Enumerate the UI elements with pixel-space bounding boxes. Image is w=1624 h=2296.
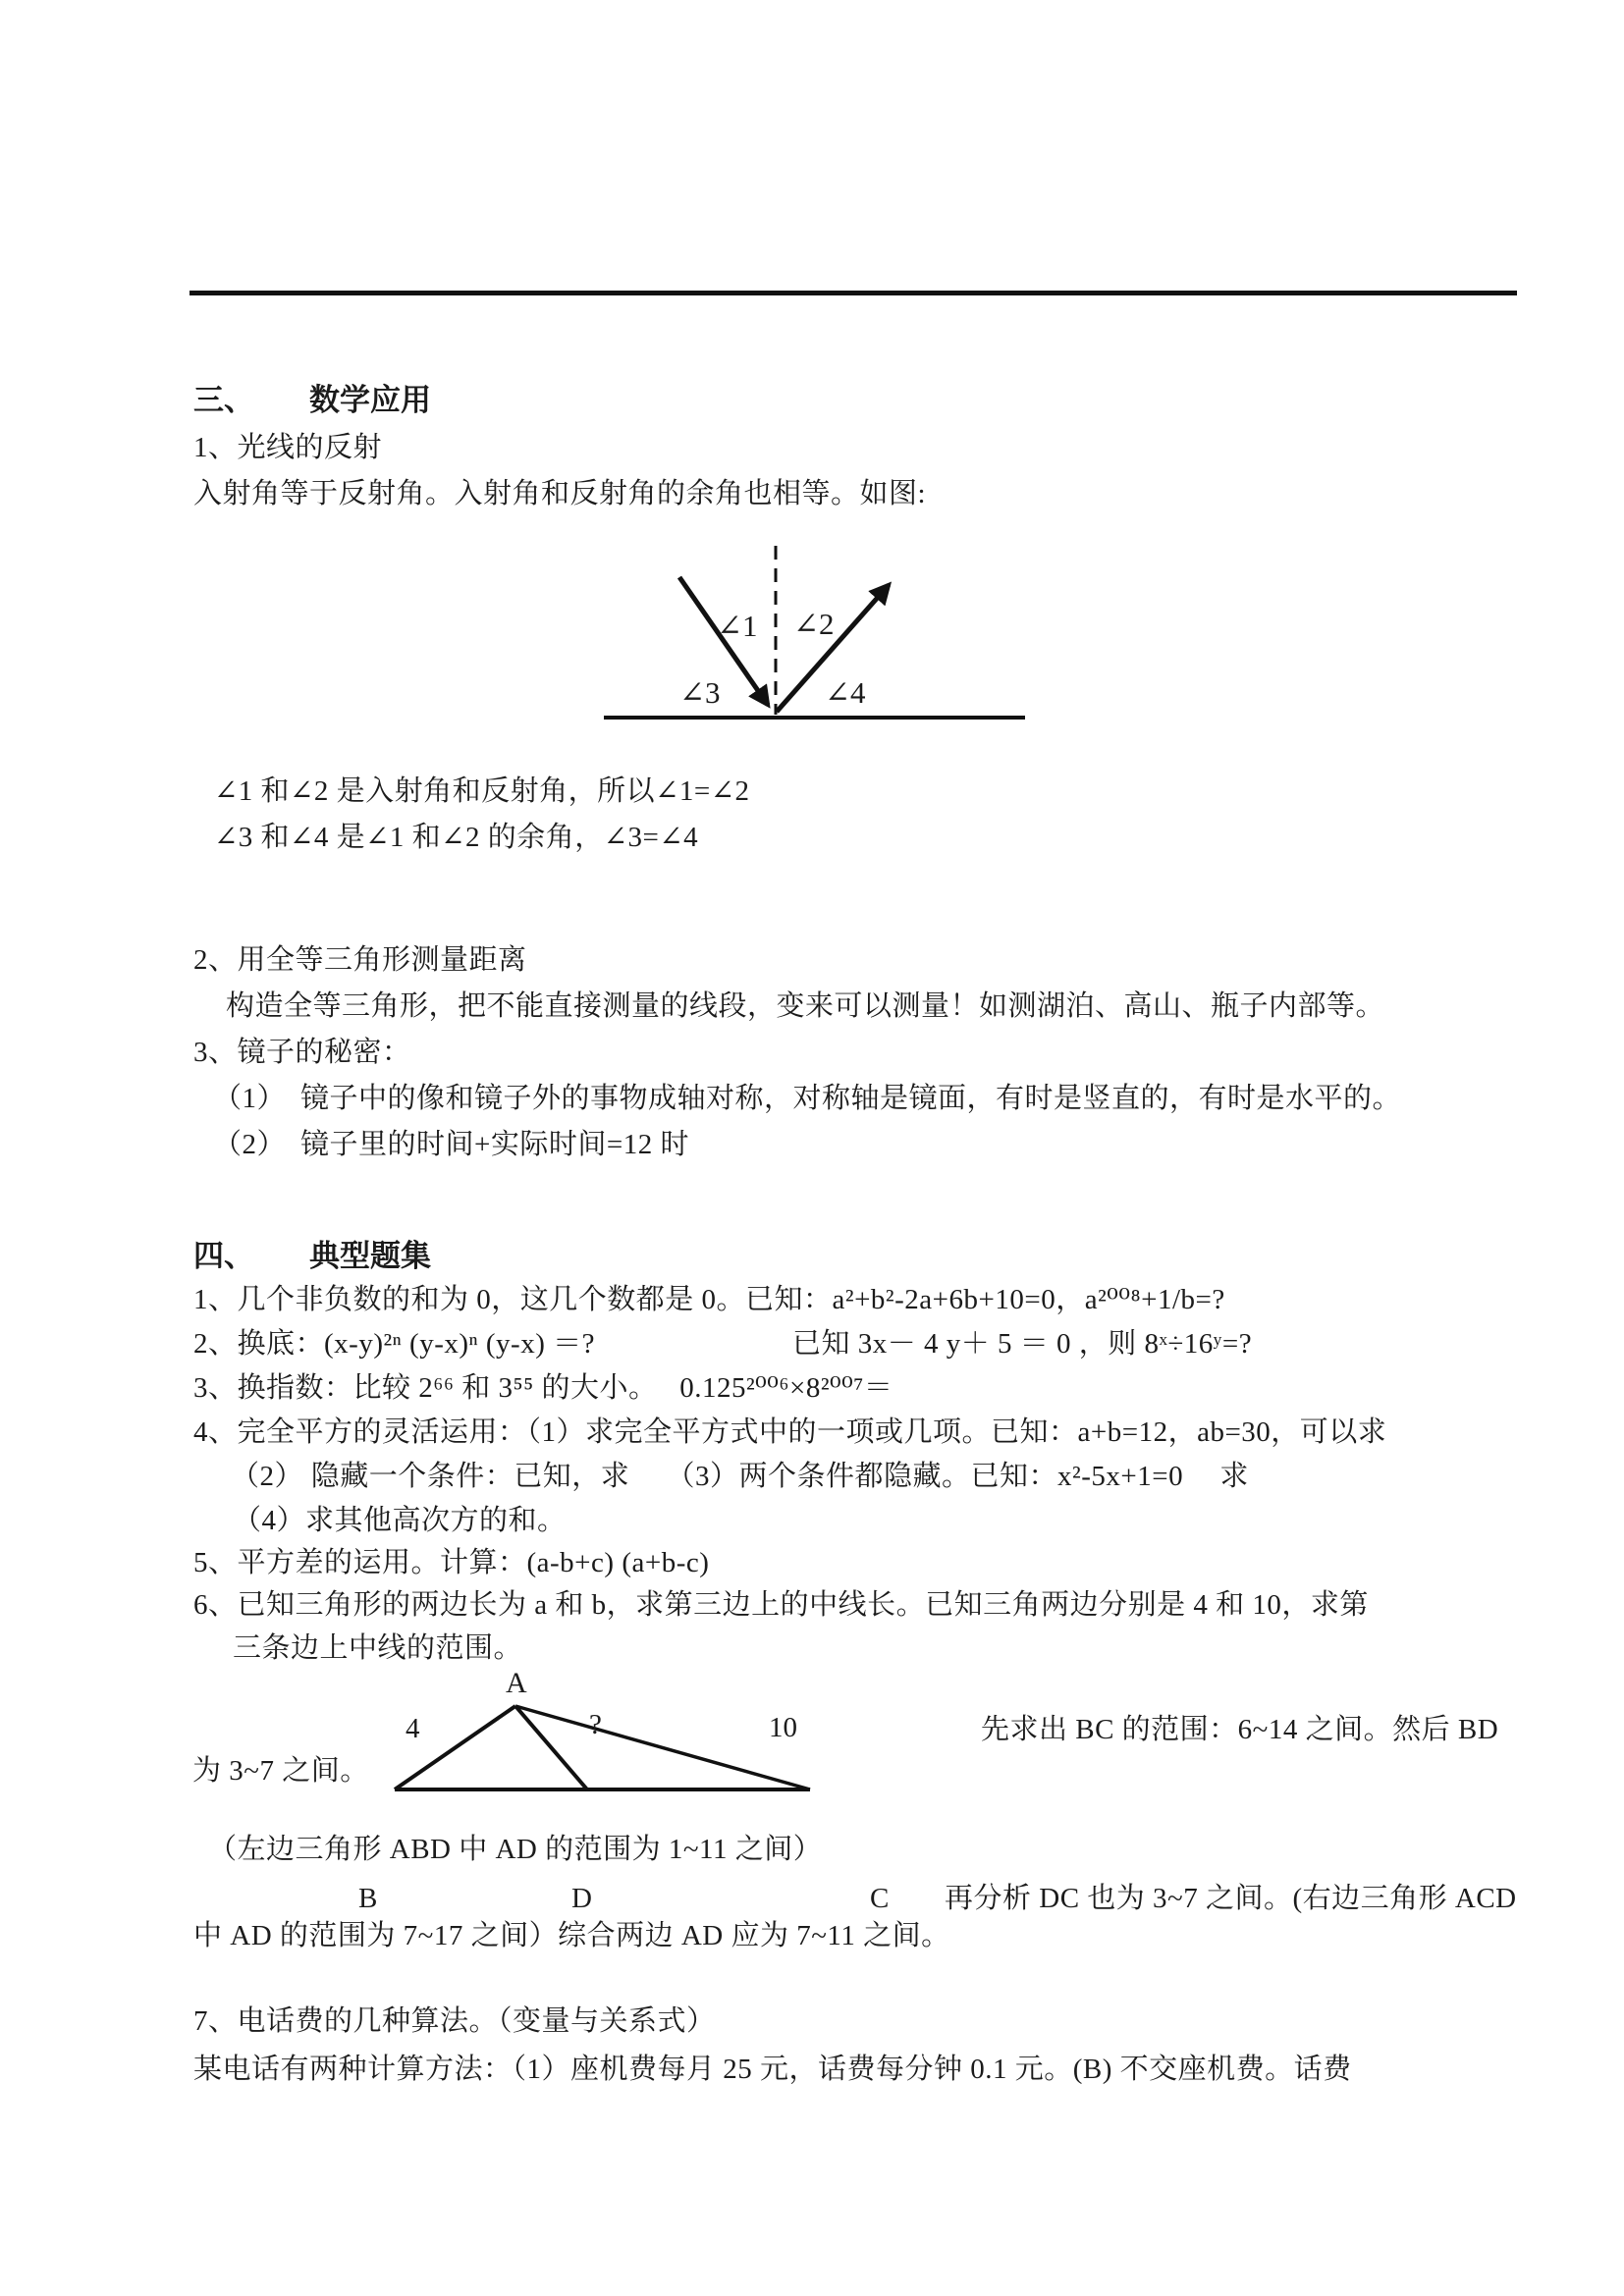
triangle-right-side bbox=[515, 1706, 810, 1789]
question-6-line-2: 三条边上中线的范围。 bbox=[233, 1632, 523, 1664]
section-3-number: 三、 bbox=[193, 383, 254, 417]
vertex-b-label: B bbox=[358, 1883, 378, 1914]
note-bc-range: 先求出 BC 的范围：6~14 之间。然后 BD bbox=[981, 1714, 1499, 1745]
item-1-title: 1、光线的反射 bbox=[193, 432, 383, 463]
question-4-line-1: 4、完全平方的灵活运用：（1）求完全平方式中的一项或几项。已知：a+b=12，ab=30，可以求 bbox=[193, 1416, 1387, 1448]
question-7-description: 某电话有两种计算方法：（1）座机费每月 25 元，话费每分钟 0.1 元。(B) 不交座机费。话费 bbox=[193, 2054, 1352, 2085]
question-7-title: 7、电话费的几种算法。（变量与关系式） bbox=[193, 2005, 716, 2037]
item-2-description: 构造全等三角形，把不能直接测量的线段，变来可以测量！如测湖泊、高山、瓶子内部等。 bbox=[226, 990, 1385, 1022]
question-6-line-1: 6、已知三角形的两边长为 a 和 b，求第三边上的中线长。已知三角两边分别是 4 和 10，求第 bbox=[193, 1589, 1369, 1621]
section-3-title: 数学应用 bbox=[309, 383, 431, 417]
reflection-note-2: ∠3 和∠4 是∠1 和∠2 的余角，∠3=∠4 bbox=[214, 822, 699, 853]
section-4-title: 典型题集 bbox=[309, 1239, 431, 1273]
item-3-title: 3、镜子的秘密： bbox=[193, 1037, 411, 1068]
note-acd-conclusion: 中 AD 的范围为 7~17 之间）综合两边 AD 应为 7~11 之间。 bbox=[193, 1920, 950, 1951]
section-4-number: 四、 bbox=[193, 1239, 254, 1273]
header-rule bbox=[189, 291, 1517, 295]
median-length-label: ? bbox=[589, 1709, 602, 1740]
note-dc-range: 再分析 DC 也为 3~7 之间。(右边三角形 ACD bbox=[945, 1883, 1517, 1914]
triangle-median-line bbox=[515, 1706, 587, 1789]
angle-1-label: ∠1 bbox=[717, 609, 758, 643]
side-ab-length-label: 4 bbox=[406, 1713, 420, 1744]
reflection-note-1: ∠1 和∠2 是入射角和反射角，所以∠1=∠2 bbox=[214, 775, 750, 807]
question-4-line-3: （4）求其他高次方的和。 bbox=[233, 1505, 567, 1536]
vertex-c-label: C bbox=[870, 1883, 890, 1914]
section-3-heading bbox=[193, 384, 431, 417]
vertex-d-label: D bbox=[571, 1883, 593, 1914]
question-2-left: 2、换底：(x-y)²ⁿ (y-x)ⁿ (y-x) ＝? bbox=[193, 1328, 595, 1360]
question-1: 1、几个非负数的和为 0，这几个数都是 0。已知：a²+b²-2a+6b+10=0，a²⁰⁰⁸+1/b=? bbox=[193, 1284, 1225, 1315]
question-5: 5、平方差的运用。计算：(a-b+c) (a+b-c) bbox=[193, 1547, 710, 1578]
note-bd-range: 为 3~7 之间。 bbox=[192, 1755, 369, 1787]
item-1-description: 入射角等于反射角。入射角和反射角的余角也相等。如图: bbox=[193, 478, 927, 509]
question-2-right: 已知 3x－ 4 y＋ 5 ＝ 0 ，则 8ˣ÷16ʸ=? bbox=[792, 1328, 1253, 1360]
vertex-a-label: A bbox=[506, 1667, 527, 1699]
reflection-diagram bbox=[569, 538, 1041, 734]
item-3-sub-1: （1） 镜子中的像和镜子外的事物成轴对称，对称轴是镜面，有时是竖直的，有时是水平的。 bbox=[213, 1083, 1402, 1114]
question-3: 3、换指数：比较 2⁶⁶ 和 3⁵⁵ 的大小。 0.125²⁰⁰⁶×8²⁰⁰⁷＝ bbox=[193, 1372, 893, 1404]
triangle-figure bbox=[381, 1661, 823, 1798]
question-4-line-2: （2） 隐藏一个条件：已知，求 （3）两个条件都隐藏。已知：x²-5x+1=0 求 bbox=[231, 1461, 1249, 1492]
item-2-title: 2、用全等三角形测量距离 bbox=[193, 944, 527, 976]
angle-2-label: ∠2 bbox=[793, 607, 835, 641]
item-3-sub-2: （2） 镜子里的时间+实际时间=12 时 bbox=[213, 1129, 689, 1160]
section-4-heading bbox=[193, 1240, 431, 1273]
note-abd-range: （左边三角形 ABD 中 AD 的范围为 1~11 之间） bbox=[208, 1834, 823, 1865]
angle-4-label: ∠4 bbox=[825, 675, 866, 710]
angle-3-label: ∠3 bbox=[679, 675, 721, 710]
side-ac-length-label: 10 bbox=[769, 1712, 797, 1743]
